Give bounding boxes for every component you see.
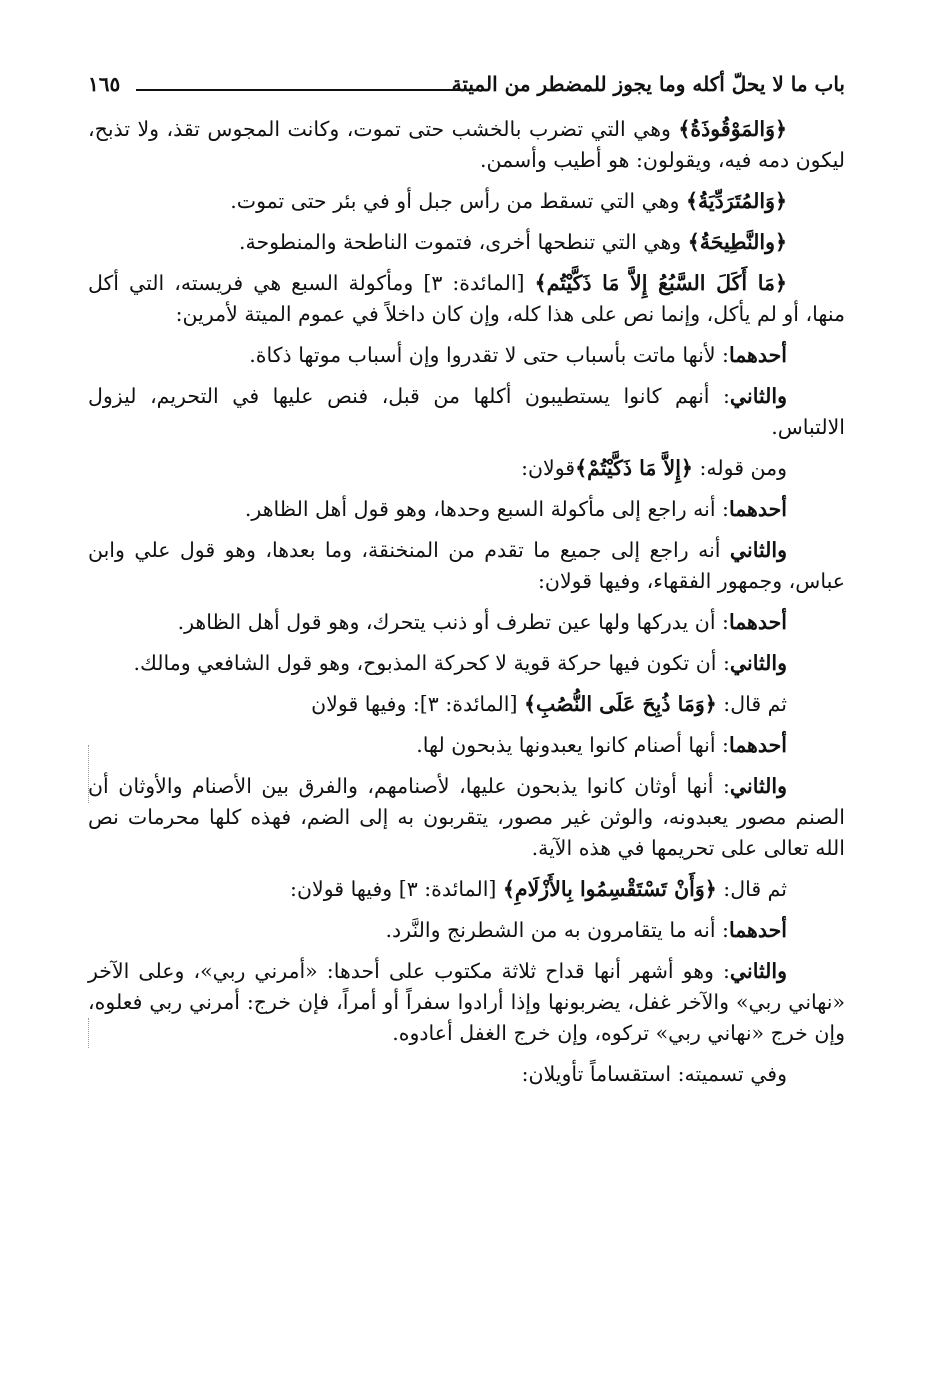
paragraph-mutaraddiya: [88, 186, 845, 217]
paragraph-first-sub-opinion: [88, 607, 845, 638]
paragraph-illa-ma-dhakkaytum: [88, 453, 845, 484]
paragraph-natiha: [88, 227, 845, 258]
paragraph-label: أحدهما: [728, 343, 787, 367]
quran-phrase: ﴿والنَّطِيحَةُ﴾: [687, 230, 787, 254]
quran-phrase: ﴿إِلاَّ مَا ذَكَّيْتُمْ﴾: [575, 456, 693, 480]
paragraph-text: : أن تكون فيها حركة قوية لا كحركة المذبوح، وهو قول الشافعي ومالك.: [133, 651, 730, 675]
book-page: [88, 62, 845, 1100]
paragraph-label: أحدهما: [728, 497, 787, 521]
paragraph-text: وهي التي تضرب بالخشب حتى تموت، وكانت المجوس تقذ، ولا تذبح، ليكون دمه فيه، ويقولون: هو أطيب وأسمن.: [88, 117, 845, 172]
paragraph-nusub-second: [88, 771, 845, 864]
page-number: ١٦٥: [88, 72, 121, 96]
paragraph-label: أحدهما: [728, 918, 787, 942]
paragraph-text: : وهو أشهر أنها قداح ثلاثة مكتوب على أحدها: «أمرني ربي»، وعلى الآخر «نهاني ربي» والآخر غفل، يضربونها وإذا أرادوا سفراً أو أمراً، فإن خرج: أمرني ربي فعلوه، وإن خرج «نهاني ربي» تركوه، وإن خرج الغفل أعادوه.: [88, 959, 845, 1045]
paragraph-label: والثاني: [729, 384, 787, 408]
quran-phrase: ﴿وَالمُتَرَدِّيَةُ﴾: [685, 189, 787, 213]
paragraph-mawquda: [88, 114, 845, 176]
paragraph-second-sub-opinion: [88, 648, 845, 679]
paragraph-label: والثاني: [729, 959, 787, 983]
paragraph-text: : أنها أصنام كانوا يعبدونها يذبحون لها.: [416, 733, 729, 757]
paragraph-second-opinion: [88, 535, 845, 597]
page-header: [88, 62, 845, 102]
paragraph-first-opinion: [88, 494, 845, 525]
paragraph-second-reason: [88, 381, 845, 443]
paragraph-label: والثاني: [729, 774, 787, 798]
paragraph-text: [المائدة: ٣] ومأكولة السبع هي فريسته، التي أكل منها، أو لم يأكل، وإنما نص على هذا كله، وإن كان داخلاً في عموم الميتة لأمرين:: [88, 271, 845, 326]
paragraph-text: وهي التي تسقط من رأس جبل أو في بئر حتى تموت.: [230, 189, 686, 213]
paragraph-text: : أن يدركها ولها عين تطرف أو ذنب يتحرك، وهو قول أهل الظاهر.: [177, 610, 729, 634]
quran-phrase: ﴿وَالمَوْقُوذَةُ﴾: [678, 117, 787, 141]
quran-phrase: ﴿وَأَنْ تَسْتَقْسِمُوا بِالأَزْلَامِ﴾: [502, 877, 717, 901]
paragraph-nusub-first: [88, 730, 845, 761]
paragraph-text: : لأنها ماتت بأسباب حتى لا تقدروا وإن أسباب موتها ذكاة.: [249, 343, 729, 367]
paragraph-azlam-second: [88, 956, 845, 1049]
paragraph-istiqsam: [88, 1059, 845, 1090]
paragraph-text: [المائدة: ٣] وفيها قولان:: [290, 877, 503, 901]
paragraph-text: : أنها أوثان كانوا يذبحون عليها، لأصنامهم، والفرق بين الأصنام والأوثان أن الصنم مصور يعبدونه، والوثن غير مصور، يتقربون به إلى الضم، فهذه كلها محرمات نص الله تعالى على تحريمها في هذه الآية.: [88, 774, 845, 860]
paragraph-first-reason: [88, 340, 845, 371]
paragraph-text: وهي التي تنطحها أخرى، فتموت الناطحة والمنطوحة.: [239, 230, 688, 254]
paragraph-prefix: ثم قال:: [716, 877, 787, 901]
paragraph-nusub: [88, 689, 845, 720]
page-body: [88, 102, 845, 1090]
paragraph-label: والثاني: [729, 538, 787, 562]
paragraph-azlam: [88, 874, 845, 905]
paragraph-ma-akala-sabu: [88, 268, 845, 330]
paragraph-text: قولان:: [521, 456, 576, 480]
paragraph-text: : أنهم كانوا يستطيبون أكلها من قبل، فنص عليها في التحريم، ليزول الالتباس.: [88, 384, 845, 439]
chapter-title: باب ما لا يحلّ أكله وما يجوز للمضطر من الميتة: [451, 72, 845, 96]
quran-phrase: ﴿مَا أَكَلَ السَّبُعُ إِلاَّ مَا ذَكَّيْتُم﴾: [534, 271, 787, 295]
paragraph-text: : أنه راجع إلى مأكولة السبع وحدها، وهو قول أهل الظاهر.: [244, 497, 729, 521]
header-rule: [136, 89, 465, 91]
paragraph-label: والثاني: [729, 651, 787, 675]
quran-phrase: ﴿وَمَا ذُبِحَ عَلَى النُّصُبِ﴾: [523, 692, 717, 716]
paragraph-prefix: ومن قوله:: [692, 456, 787, 480]
paragraph-prefix: ثم قال:: [716, 692, 787, 716]
paragraph-text: وفي تسميته: استقساماً تأويلان:: [521, 1062, 787, 1086]
paragraph-label: أحدهما: [728, 733, 787, 757]
paragraph-azlam-first: [88, 915, 845, 946]
margin-mark-upper: [88, 745, 89, 803]
paragraph-text: [المائدة: ٣]: وفيها قولان: [311, 692, 524, 716]
paragraph-text: : أنه ما يتقامرون به من الشطرنج والنَّرد.: [385, 918, 729, 942]
margin-mark-lower: [88, 1018, 89, 1048]
paragraph-label: أحدهما: [728, 610, 787, 634]
paragraph-text: أنه راجع إلى جميع ما تقدم من المنخنقة، وما بعدها، وهو قول علي وابن عباس، وجمهور الفقهاء، وفيها قولان:: [88, 538, 845, 593]
